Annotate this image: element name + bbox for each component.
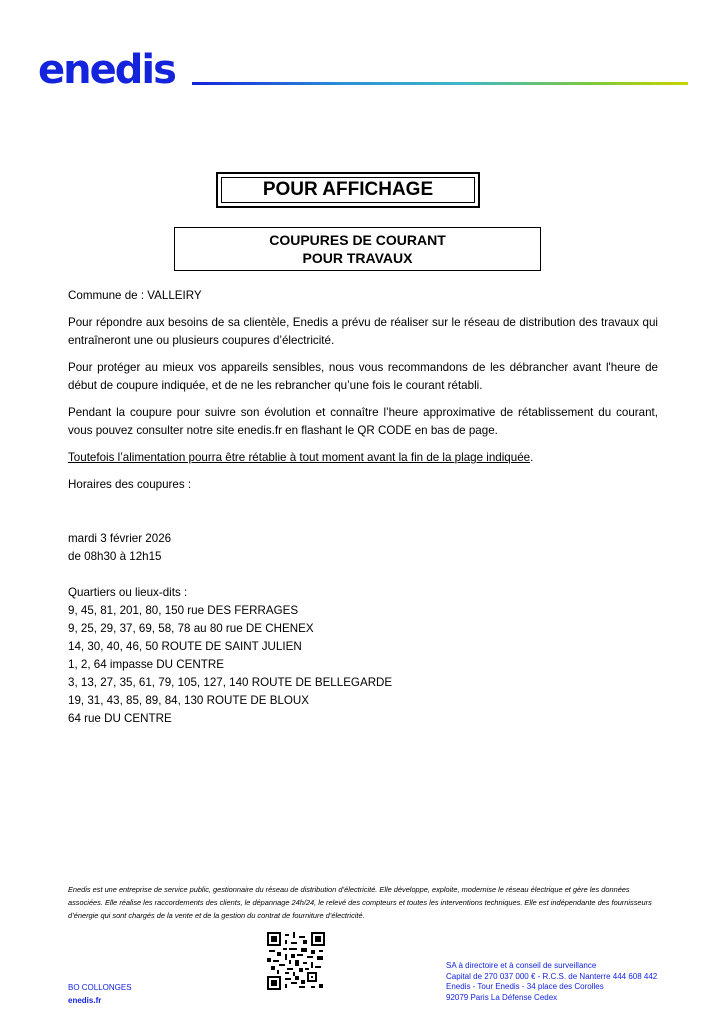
logo-gradient-rule <box>192 82 688 85</box>
subtitle-box <box>174 227 541 271</box>
quartier-item: 1, 2, 64 impasse DU CENTRE <box>68 658 224 671</box>
qr-code-icon[interactable] <box>267 932 325 990</box>
footer-left <box>68 981 132 1007</box>
horaires-label: Horaires des coupures : <box>68 478 192 491</box>
schedule-block <box>68 530 658 566</box>
footer-office: BO COLLONGES <box>68 983 132 992</box>
banner-frame <box>216 172 480 208</box>
quartier-item: 14, 30, 40, 46, 50 ROUTE DE SAINT JULIEN <box>68 640 302 653</box>
subtitle-line-1: COUPURES DE COURANT <box>269 232 446 248</box>
notice-body <box>68 287 658 728</box>
quartier-item: 9, 45, 81, 201, 80, 150 rue DES FERRAGES <box>68 604 299 617</box>
quartier-item: 9, 25, 29, 37, 69, 58, 78 au 80 rue DE CHENEX <box>68 622 314 635</box>
banner-title: POUR AFFICHAGE <box>221 177 475 203</box>
paragraph-2: Pour protéger au mieux vos appareils sensibles, nous vous recommandons de les débrancher avant l'heure de début de coupure indiquée, et de ne les rebrancher qu’une fois le courant rétabli. <box>68 361 658 392</box>
footer-legal-text: Enedis est une entreprise de service public, gestionnaire du réseau de distribution d’électricité. Elle développe, exploite, modernise le réseau électrique et gère les données associées. Elle réalise les raccordements des clients, le dépannage 24h/24, le relevé des compteurs et toutes les interventions techniques. Elle est indépendante des fournisseurs d’énergie qui sont chargés de la vente et de la gestion du contrat de fourniture d’électricité. <box>68 885 652 920</box>
commune-line: Commune de : VALLEIRY <box>68 289 202 302</box>
enedis-logo: enedis <box>38 47 175 93</box>
subtitle-line-2: POUR TRAVAUX <box>302 250 413 266</box>
quartier-item: 64 rue DU CENTRE <box>68 712 172 725</box>
paragraph-1: Pour répondre aux besoins de sa clientèle, Enedis a prévu de réaliser sur le réseau de distribution des travaux qui entraîneront une ou plusieurs coupures d’électricité. <box>68 316 658 347</box>
paragraph-3: Pendant la coupure pour suivre son évolution et connaître l’heure approximative de rétablissement du courant, vous pouvez consulter notre site enedis.fr en flashant le QR CODE en bas de page. <box>68 406 658 437</box>
footer-company-line: SA à directoire et à conseil de surveillance <box>446 961 597 970</box>
footer-company-line: 92079 Paris La Défense Cedex <box>446 992 558 1002</box>
footer-website-link[interactable]: enedis.fr <box>68 996 102 1005</box>
footer-company-line: Enedis - Tour Enedis - 34 place des Corolles <box>446 982 604 992</box>
footer-right <box>446 961 657 1003</box>
quartiers-label: Quartiers ou lieux-dits : <box>68 586 188 599</box>
warning-period: . <box>530 451 534 464</box>
schedule-date: mardi 3 février 2026 <box>68 532 172 545</box>
schedule-time: de 08h30 à 12h15 <box>68 550 162 563</box>
warning-line <box>68 449 658 467</box>
quartier-item: 3, 13, 27, 35, 61, 79, 105, 127, 140 ROUTE DE BELLEGARDE <box>68 676 393 689</box>
quartiers-block <box>68 584 658 728</box>
warning-text: Toutefois l’alimentation pourra être rétablie à tout moment avant la fin de la plage indiquée <box>68 451 531 464</box>
quartier-item: 19, 31, 43, 85, 89, 84, 130 ROUTE DE BLOUX <box>68 694 310 707</box>
footer-company-line: Capital de 270 037 000 € - R.C.S. de Nanterre 444 608 442 <box>446 971 658 981</box>
